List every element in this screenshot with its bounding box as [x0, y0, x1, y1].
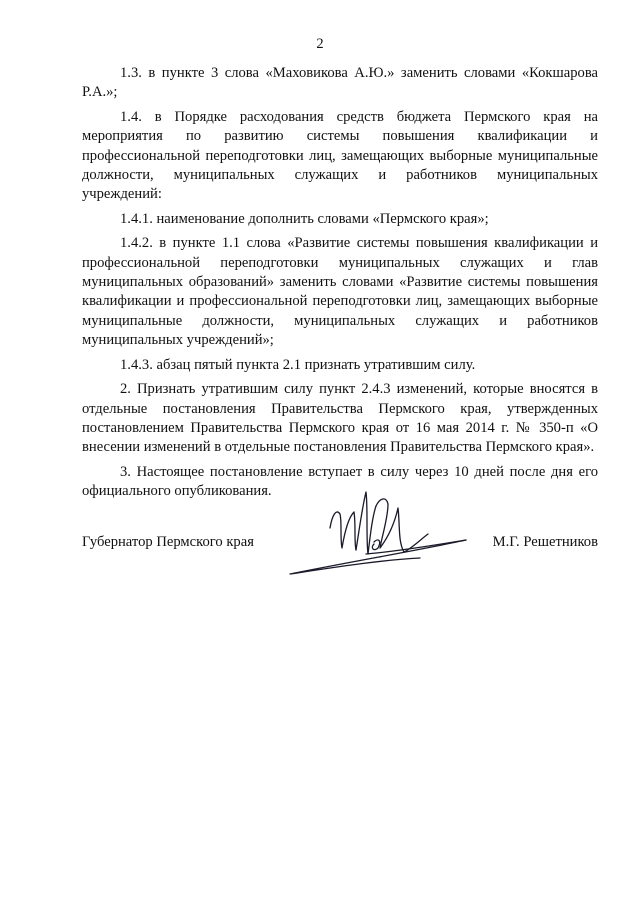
paragraph-1-4: 1.4. в Порядке расходования средств бюджета Пермского края на мероприятия по развитию системы повышения квалификации и профессиональной переподготовки лиц, замещающих выборные муниципальные должности, муниципальных служащих и работников муниципальных учреждений: [82, 108, 598, 203]
handwritten-signature [270, 478, 500, 578]
paragraph-3: 3. Настоящее постановление вступает в силу через 10 дней после дня его официального опубликования. [82, 463, 598, 500]
document-body [82, 64, 598, 507]
paragraph-1-3: 1.3. в пункте 3 слова «Маховикова А.Ю.» заменить словами «Кокшарова Р.А.»; [82, 65, 598, 101]
paragraph-2: 2. Признать утратившим силу пункт 2.4.3 изменений, которые вносятся в отдельные постановления Правительства Пермского края, утвержденных постановлением Правительства Пермского края от 16 мая 2014 г. № 350-п «О внесении изменений в отдельные постановления Правительства Пермского края». [82, 381, 598, 456]
signatory-name: М.Г. Решетников [492, 534, 598, 550]
paragraph-1-4-3: 1.4.3. абзац пятый пункта 2.1 признать утратившим силу. [120, 356, 476, 373]
page-number: 2 [316, 36, 324, 52]
signatory-position: Губернатор Пермского края [82, 534, 254, 550]
paragraph-1-4-1: 1.4.1. наименование дополнить словами «Пермского края»; [120, 210, 489, 227]
paragraph-1-4-2: 1.4.2. в пункте 1.1 слова «Развитие системы повышения квалификации и профессиональной переподготовки муниципальных служащих и глав муниципальных образований» заменить словами «Развитие системы повышения квалификации и профессиональной переподготовки лиц, замещающих выборные муниципальные должности, муниципальных служащих и работников муниципальных учреждений»; [82, 235, 598, 349]
signature-block [82, 534, 598, 558]
